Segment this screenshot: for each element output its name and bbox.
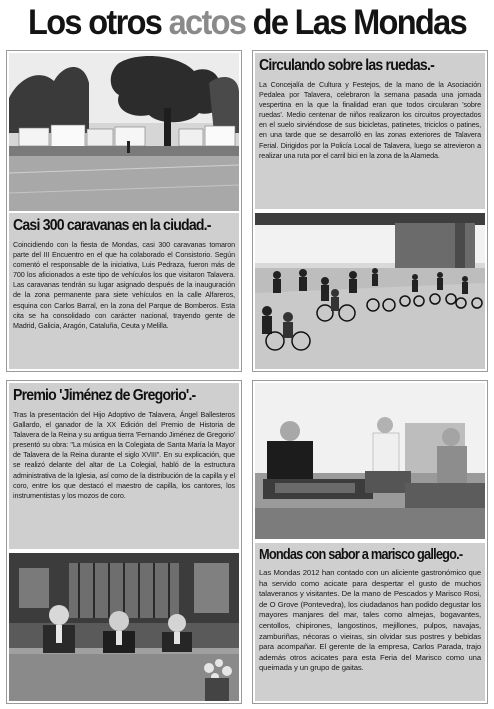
photo-children-bicycles-image bbox=[255, 213, 485, 369]
photo-caravans-image bbox=[9, 53, 239, 211]
title-part-1: Los otros bbox=[27, 3, 169, 42]
marisco-text-box bbox=[255, 543, 485, 701]
page-header bbox=[0, 0, 494, 46]
title-part-2: de Las Mondas bbox=[245, 3, 467, 42]
bicycles-photo bbox=[255, 213, 485, 369]
ruedas-title: Circulando sobre las ruedas.- bbox=[259, 57, 434, 74]
ruedas-text-box bbox=[255, 53, 485, 209]
seafood-photo bbox=[255, 383, 485, 539]
caravanas-title: Casi 300 caravanas en la ciudad.- bbox=[13, 217, 211, 234]
award-ceremony-photo bbox=[9, 553, 239, 701]
marisco-body: Las Mondas 2012 han contado con un aliciente gastronómico que ha servido como acicate para despertar el gusto de muchos talaveranos y visitantes. De la mano de Pescados y Marisco Rosi, de O Grove (Pontevedra), los ciudadanos han podido degustar los mayores manjares del mar, tales como almejas, bogavantes, centollos, chipirones, langostinos, mejillones, pulpos, navajas, zamburiñas, nécoras o vieiras, sin olvidar sus postres y bebidas para acompañar. El gerente de la empresa, Carlos Parada, trajo además otros acicates para esta Feria del Marisco como una queimada y un grupo de gaitas. bbox=[259, 568, 481, 673]
ruedas-panel bbox=[252, 50, 488, 372]
premio-text-box bbox=[9, 383, 239, 549]
caravanas-panel bbox=[6, 50, 242, 372]
premio-panel bbox=[6, 380, 242, 704]
premio-body: Tras la presentación del Hijo Adoptivo de Talavera, Ángel Ballesteros Gallardo, el ganador de la XX Edición del Premio de Historia de Talavera de la Reina y su antigua tierra 'Fernando Jiménez de Gregorio' presentó su obra: "La música en la Colegiata de Santa María la Mayor de Talavera de la Reina durante el siglo XVIII". En su explicación, que se realizó delante del altar de La Colegial, habló de la estructura administrativa de la Iglesia, así como de la distribución de la capilla y el coro, entre los que destacó el maestro de capilla, los cantores, los instrumentistas y los mozos de coro. bbox=[13, 410, 235, 500]
photo-seafood-cooks-image bbox=[255, 383, 485, 539]
caravanas-body: Coincidiendo con la fiesta de Mondas, casi 300 caravanas tomaron parte del III Encuentro en el que ha colaborado el Consistorio. Según comentó el responsable de la iniciativa, Luis Pedraza, fueron más de 700 los aficionados a este tipo de vehículos los que visitaron Talavera. Las caravanas tendrán su lugar asignado después de la inauguración de la zona permanente para siete vehículos en la calle Alfareros, esquina con Carlos Barral, en la zona del Parque de Bomberos. Esta cita se ha consolidado con carácter nacional, trayendo gente de Madrid, Galicia, Aragón, Cataluña, Ceuta y Melilla. bbox=[13, 240, 235, 330]
ruedas-body: La Concejalía de Cultura y Festejos, de la mano de la Asociación Pedalea por Talavera, celebraron la semana pasada una jornada vespertina en la que la finalidad eran que todos circularan 'sobre ruedas'. Medio centenar de niños realizaron los circuitos proyectados en el suelo sirviéndose de sus bicicletas, patinetes, triciclos o patines, en una tarde que se desarrolló en las zonas exteriores de Talavera Ferial. Dirigidos por la Policía Local de Talavera, luego se atrevieron a realizar una ruta por el carril bici en la zona de la Alameda. bbox=[259, 80, 481, 160]
marisco-panel bbox=[252, 380, 488, 704]
premio-title: Premio 'Jiménez de Gregorio'.- bbox=[13, 387, 196, 404]
caravanas-text-box bbox=[9, 213, 239, 369]
photo-award-ceremony-image bbox=[9, 553, 239, 701]
title-accent: actos bbox=[168, 3, 246, 42]
caravans-photo bbox=[9, 53, 239, 211]
marisco-title: Mondas con sabor a marisco gallego.- bbox=[259, 547, 463, 563]
page-title bbox=[17, 0, 476, 46]
